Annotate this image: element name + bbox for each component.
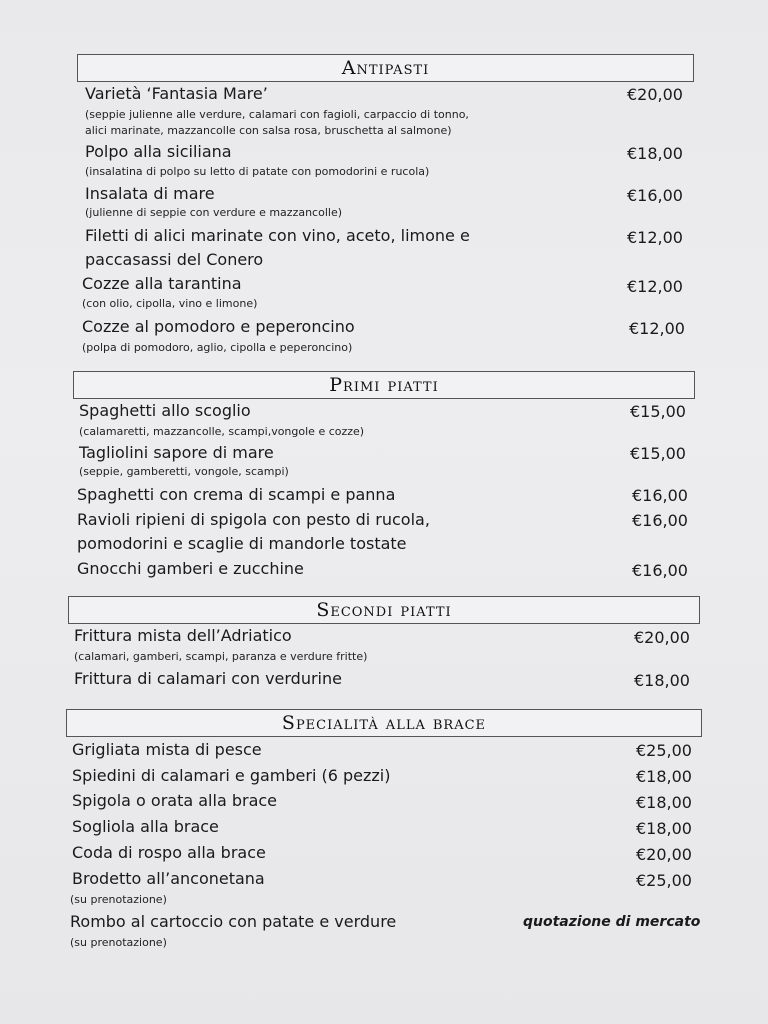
menu-item-desc: (con olio, cipolla, vino e limone) (82, 297, 258, 310)
menu-item-price: €18,00 (627, 144, 683, 163)
menu-item-price: €18,00 (634, 671, 690, 690)
menu-item-desc: (seppie, gamberetti, vongole, scampi) (79, 465, 289, 478)
menu-item-name: Insalata di mare (85, 184, 215, 203)
menu-item-name: Grigliata mista di pesce (72, 740, 262, 759)
menu-item-note: (su prenotazione) (70, 893, 167, 906)
menu-item-price: quotazione di mercato (523, 914, 701, 930)
menu-item-price: €15,00 (630, 402, 686, 421)
menu-item-name: Tagliolini sapore di mare (79, 443, 274, 462)
menu-item-price: €20,00 (627, 85, 683, 104)
menu-item-price: €12,00 (627, 228, 683, 247)
menu-item-price: €12,00 (629, 319, 685, 338)
section-heading-secondi (68, 596, 700, 624)
menu-item-desc: (julienne di seppie con verdure e mazzancolle) (85, 206, 343, 219)
menu-item-name: Rombo al cartoccio con patate e verdure (70, 912, 397, 931)
menu-item-name: Polpo alla siciliana (85, 142, 232, 161)
menu-item-price: €18,00 (636, 767, 692, 786)
menu-item-name: Spaghetti con crema di scampi e panna (77, 485, 396, 504)
menu-item-price: €16,00 (627, 186, 683, 205)
menu-item-price: €18,00 (636, 793, 692, 812)
menu-item-price: €18,00 (636, 819, 692, 838)
menu-item-name: Filetti di alici marinate con vino, aceto, limone e (85, 226, 470, 245)
menu-item-desc: alici marinate, mazzancolle con salsa rosa, bruschetta al salmone) (85, 124, 452, 137)
section-title: Specialità alla brace (281, 712, 487, 734)
menu-item-name: Spaghetti allo scoglio (79, 401, 251, 420)
menu-item-price: €16,00 (632, 561, 688, 580)
section-heading-brace (66, 709, 702, 737)
menu-item-price: €20,00 (636, 845, 692, 864)
menu-item-name: Spiedini di calamari e gamberi (6 pezzi) (72, 766, 391, 785)
menu-item-name: Spigola o orata alla brace (72, 791, 278, 810)
menu-item-desc: (insalatina di polpo su letto di patate con pomodorini e rucola) (85, 165, 430, 178)
menu-item-desc: (seppie julienne alle verdure, calamari con fagioli, carpaccio di tonno, (85, 108, 469, 121)
menu-item-note: (su prenotazione) (70, 936, 167, 949)
menu-item-price: €12,00 (627, 277, 683, 296)
menu-item-price: €15,00 (630, 444, 686, 463)
section-heading-primi (73, 371, 695, 399)
menu-item-name: Brodetto all’anconetana (72, 869, 265, 888)
menu-item-price: €25,00 (636, 871, 692, 890)
menu-item-desc: (polpa di pomodoro, aglio, cipolla e peperoncino) (82, 341, 353, 354)
menu-item-price: €25,00 (636, 741, 692, 760)
section-heading-antipasti (77, 54, 694, 82)
section-title: Secondi piatti (316, 599, 452, 621)
menu-item-price: €16,00 (632, 486, 688, 505)
menu-item-name-line2: paccasassi del Conero (85, 250, 264, 269)
menu-item-desc: (calamari, gamberi, scampi, paranza e verdure fritte) (74, 650, 368, 663)
menu-item-name: Ravioli ripieni di spigola con pesto di rucola, (77, 510, 430, 529)
menu-item-name: Varietà ‘Fantasia Mare’ (85, 84, 268, 103)
menu-item-name: Gnocchi gamberi e zucchine (77, 559, 304, 578)
menu-item-name: Frittura mista dell’Adriatico (74, 626, 292, 645)
menu-item-price: €20,00 (634, 628, 690, 647)
menu-item-name: Sogliola alla brace (72, 817, 219, 836)
menu-item-price: €16,00 (632, 511, 688, 530)
menu-item-name: Frittura di calamari con verdurine (74, 669, 342, 688)
menu-item-desc: (calamaretti, mazzancolle, scampi,vongole e cozze) (79, 425, 365, 438)
section-title: Antipasti (341, 57, 430, 79)
section-title: Primi piatti (329, 374, 439, 396)
menu-item-name: Coda di rospo alla brace (72, 843, 266, 862)
menu-item-name-line2: pomodorini e scaglie di mandorle tostate (77, 534, 407, 553)
menu-item-name: Cozze alla tarantina (82, 274, 242, 293)
menu-item-name: Cozze al pomodoro e peperoncino (82, 317, 355, 336)
